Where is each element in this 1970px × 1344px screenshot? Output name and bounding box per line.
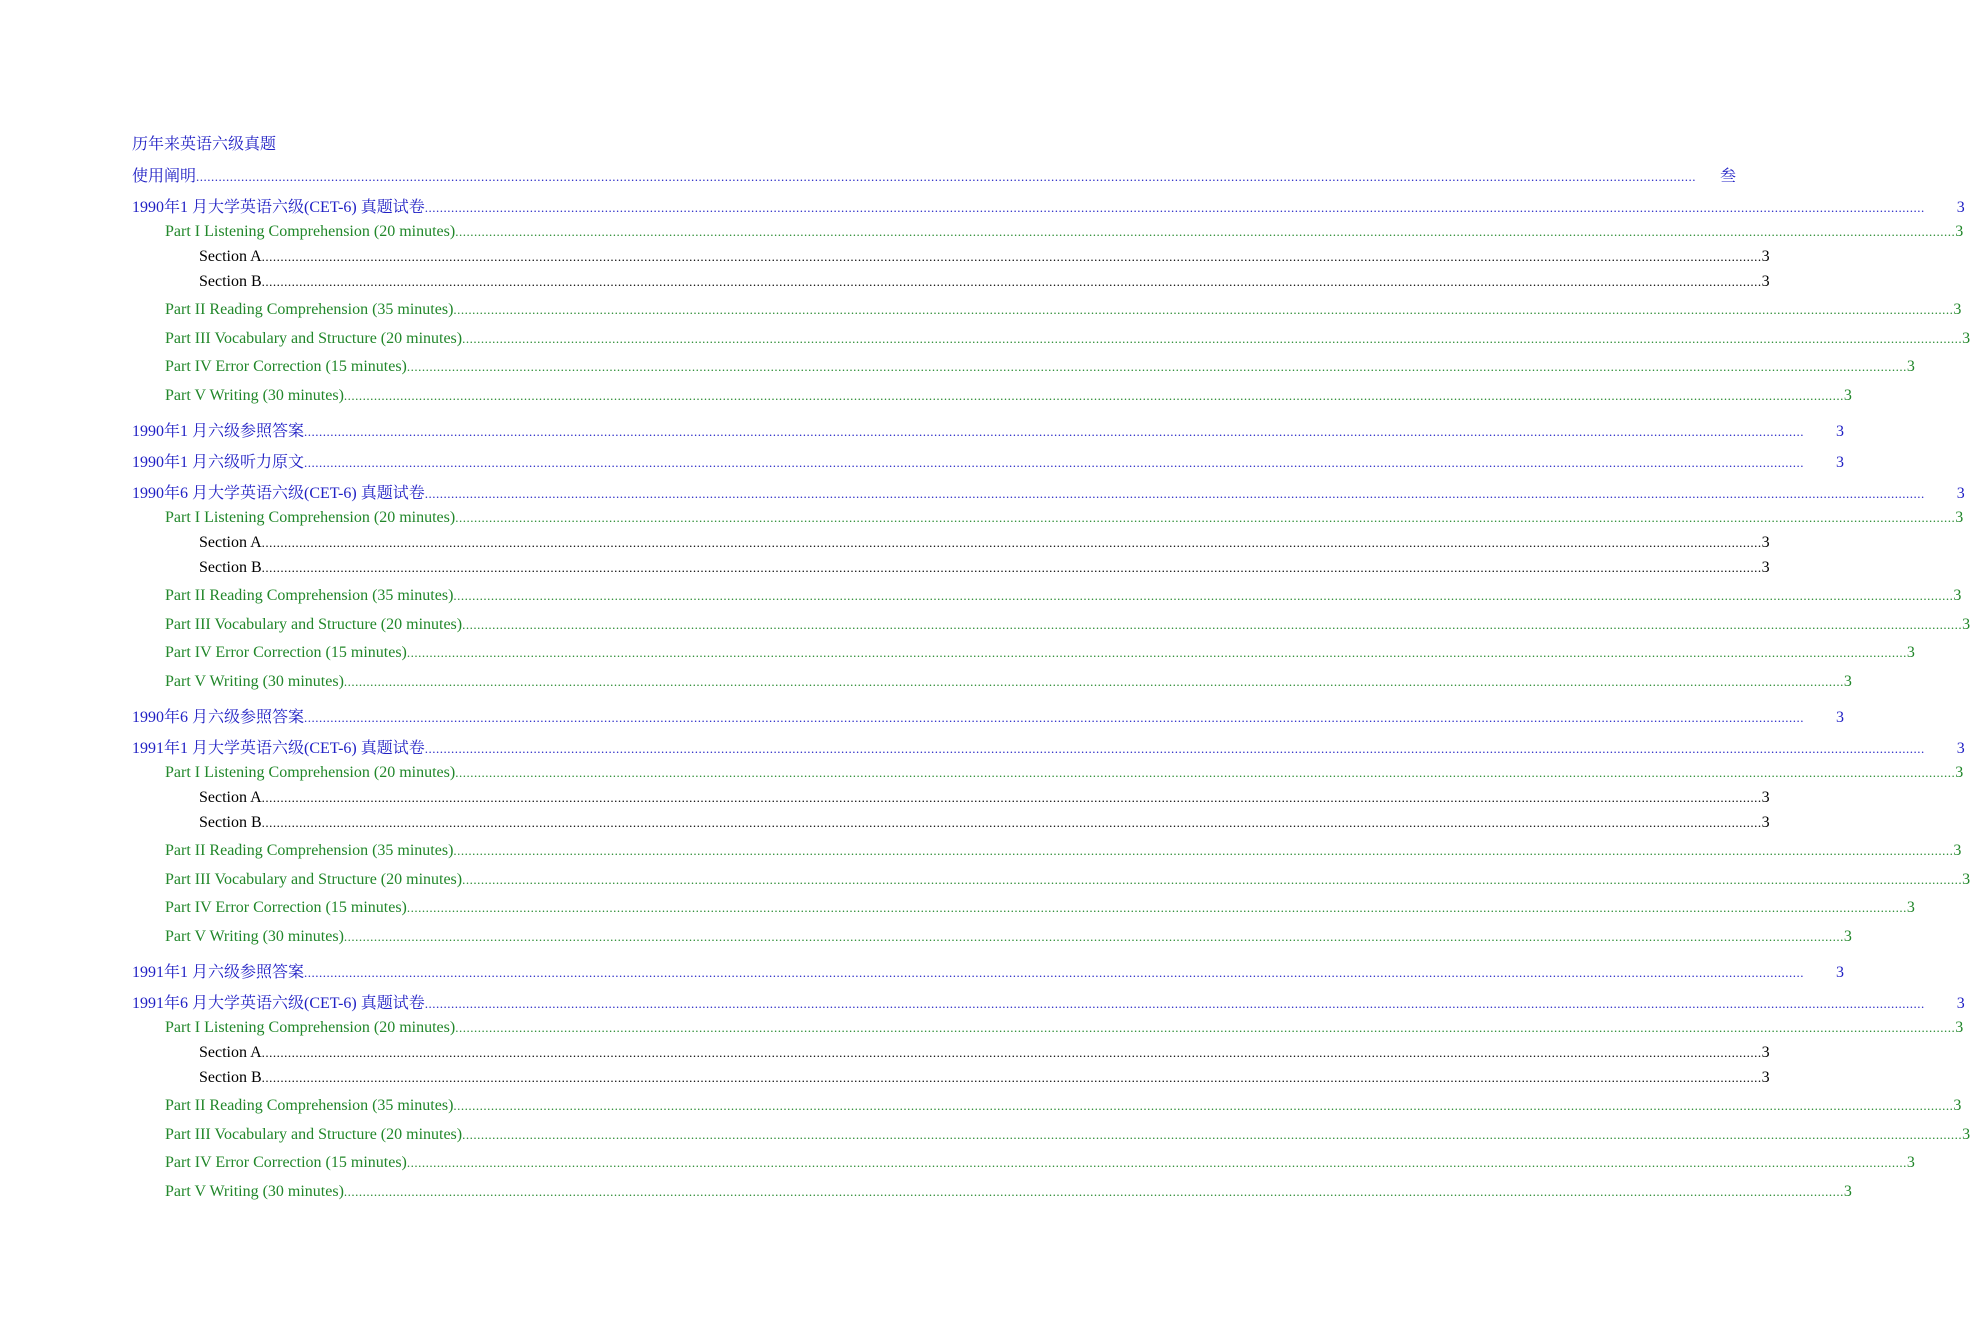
toc-entry-level-3[interactable] [199,248,1770,270]
toc-entry-page-number: 3 [1906,1154,1915,1171]
toc-entry-label: 1990年1 月大学英语六级(CET-6) 真题试卷 [132,199,425,216]
toc-entry-level-2[interactable] [165,587,1962,609]
toc-entry-level-2[interactable] [165,616,1970,638]
toc-entry-level-1[interactable] [132,704,1845,726]
toc-entry-level-3[interactable] [199,273,1770,295]
toc-entry-label: Part IV Error Correction (15 minutes) [165,358,407,375]
toc-entry-page-number: 3 [1761,1044,1770,1061]
dot-leader: ................................................................................................................................................................................................................................................................................................................................................................................................................ [261,790,1762,805]
toc-entry-level-3[interactable] [199,534,1770,556]
toc-entry-level-2[interactable] [165,387,1852,409]
toc-entry-page-number: 3 [1761,1069,1770,1086]
toc-entry-level-1[interactable] [132,735,1965,757]
toc-entry-label: Section A [199,789,262,806]
toc-entry-page-number: 3 [1956,485,1965,502]
toc-entry-label: Part V Writing (30 minutes) [165,1183,344,1200]
dot-leader: ................................................................................................................................................................................................................................................................................................................................................................................................................ [462,1127,1963,1142]
toc-entry-page-number: 3 [1955,223,1964,240]
toc-entry-label: Section B [199,1069,262,1086]
toc-entry-level-2[interactable] [165,928,1852,950]
dot-leader: ................................................................................................................................................................................................................................................................................................................................................................................................................ [424,200,1925,215]
dot-leader: ................................................................................................................................................................................................................................................................................................................................................................................................................ [343,929,1844,944]
toc-entry-label: Part II Reading Comprehension (35 minutes) [165,1097,454,1114]
toc-entry-page-number: 3 [1953,1097,1962,1114]
dot-leader: ................................................................................................................................................................................................................................................................................................................................................................................................................ [304,965,1805,980]
dot-leader: ................................................................................................................................................................................................................................................................................................................................................................................................................ [261,560,1762,575]
toc-entry-level-2[interactable] [165,358,1915,380]
toc-entry-page-number: 3 [1836,709,1845,726]
toc-entry-label: Part V Writing (30 minutes) [165,673,344,690]
toc-entry-level-2[interactable] [165,1019,1964,1041]
toc-entry-page-number: 3 [1836,454,1845,471]
dot-leader: ................................................................................................................................................................................................................................................................................................................................................................................................................ [462,872,1963,887]
toc-entry-level-1[interactable] [132,990,1965,1012]
toc-entry-page-number: 3 [1962,871,1970,888]
dot-leader: ................................................................................................................................................................................................................................................................................................................................................................................................................ [304,455,1805,470]
dot-leader: ................................................................................................................................................................................................................................................................................................................................................................................................................ [343,388,1844,403]
toc-entry-level-2[interactable] [165,301,1962,323]
toc-entry-page-number: 3 [1761,273,1770,290]
toc-entry-label: 1991年1 月六级参照答案 [132,964,305,981]
toc-entry-page-number: 3 [1843,1183,1852,1200]
toc-entry-level-2[interactable] [165,1183,1852,1205]
toc-entry-page-number: 3 [1906,644,1915,661]
toc-entry-level-1[interactable] [132,163,1737,185]
toc-entry-page-number: 3 [1955,509,1964,526]
toc-entry-level-2[interactable] [165,330,1970,352]
toc-entry-label: Section A [199,1044,262,1061]
toc-entry-page-number: 3 [1962,1126,1970,1143]
dot-leader: ................................................................................................................................................................................................................................................................................................................................................................................................................ [304,710,1805,725]
toc-entry-level-2[interactable] [165,1154,1915,1176]
toc-entry-level-1[interactable] [132,480,1965,502]
toc-entry-label: Part III Vocabulary and Structure (20 minutes) [165,1126,463,1143]
toc-entry-page-number: 3 [1906,899,1915,916]
dot-leader: ................................................................................................................................................................................................................................................................................................................................................................................................................ [424,486,1925,501]
toc-entry-page-number: 3 [1953,842,1962,859]
toc-entry-page-number: 3 [1843,387,1852,404]
toc-entry-label: 1990年1 月六级参照答案 [132,423,305,440]
toc-entry-label: 1990年6 月六级参照答案 [132,709,305,726]
toc-entry-page-number: 3 [1962,616,1970,633]
toc-entry-level-2[interactable] [165,764,1964,786]
toc-entry-page-number: 3 [1956,199,1965,216]
toc-entry-level-1[interactable] [132,959,1845,981]
toc-entry-page-number: 3 [1906,358,1915,375]
toc-entry-level-3[interactable] [199,1069,1770,1091]
dot-leader: ................................................................................................................................................................................................................................................................................................................................................................................................................ [424,741,1925,756]
toc-entry-page-number: 3 [1761,814,1770,831]
dot-leader: ................................................................................................................................................................................................................................................................................................................................................................................................................ [261,535,1762,550]
toc-entry-label: 1991年1 月大学英语六级(CET-6) 真题试卷 [132,740,425,757]
dot-leader: ................................................................................................................................................................................................................................................................................................................................................................................................................ [462,331,1963,346]
toc-entry-page-number: 3 [1955,1019,1964,1036]
dot-leader: ................................................................................................................................................................................................................................................................................................................................................................................................................ [196,169,1697,184]
toc-entry-level-2[interactable] [165,673,1852,695]
toc-entry-level-2[interactable] [165,1097,1962,1119]
toc-entry-label: Section B [199,814,262,831]
toc-entry-level-3[interactable] [199,789,1770,811]
toc-entry-level-2[interactable] [165,223,1964,245]
toc-entry-page-number: 3 [1953,587,1962,604]
toc-entry-page-number: 3 [1843,673,1852,690]
dot-leader: ................................................................................................................................................................................................................................................................................................................................................................................................................ [453,843,1954,858]
toc-entry-level-2[interactable] [165,842,1962,864]
toc-entry-level-2[interactable] [165,871,1970,893]
toc-entry-level-1[interactable] [132,418,1845,440]
toc-entry-page-number: 3 [1761,559,1770,576]
toc-entry-page-number: 3 [1761,248,1770,265]
dot-leader: ................................................................................................................................................................................................................................................................................................................................................................................................................ [455,510,1956,525]
dot-leader: ................................................................................................................................................................................................................................................................................................................................................................................................................ [261,815,1762,830]
toc-entry-level-2[interactable] [165,509,1964,531]
toc-entry-page-number: 3 [1843,928,1852,945]
toc-entry-page-number: 叁 [1720,168,1737,185]
toc-entry-label: Part I Listening Comprehension (20 minutes) [165,764,456,781]
toc-entry-level-1[interactable] [132,194,1965,216]
dot-leader: ................................................................................................................................................................................................................................................................................................................................................................................................................ [406,900,1907,915]
toc-entry-page-number: 3 [1836,964,1845,981]
toc-entry-page-number: 3 [1761,789,1770,806]
toc-entry-page-number: 3 [1836,423,1845,440]
dot-leader: ................................................................................................................................................................................................................................................................................................................................................................................................................ [406,645,1907,660]
toc-entry-level-3[interactable] [199,1044,1770,1066]
toc-entry-label: Section A [199,248,262,265]
toc-entry-label: 使用阐明 [132,168,197,185]
toc-entry-label: Part II Reading Comprehension (35 minutes) [165,842,454,859]
dot-leader: ................................................................................................................................................................................................................................................................................................................................................................................................................ [453,1098,1954,1113]
toc-entry-page-number: 3 [1962,330,1970,347]
toc-entry-label: 1991年6 月大学英语六级(CET-6) 真题试卷 [132,995,425,1012]
toc-entry-page-number: 3 [1955,764,1964,781]
dot-leader: ................................................................................................................................................................................................................................................................................................................................................................................................................ [261,1070,1762,1085]
dot-leader: ................................................................................................................................................................................................................................................................................................................................................................................................................ [261,249,1762,264]
dot-leader: ................................................................................................................................................................................................................................................................................................................................................................................................................ [462,617,1963,632]
dot-leader: ................................................................................................................................................................................................................................................................................................................................................................................................................ [261,274,1762,289]
dot-leader: ................................................................................................................................................................................................................................................................................................................................................................................................................ [453,302,1954,317]
dot-leader: ................................................................................................................................................................................................................................................................................................................................................................................................................ [455,224,1956,239]
dot-leader: ................................................................................................................................................................................................................................................................................................................................................................................................................ [424,996,1925,1011]
toc-entry-level-1[interactable] [132,449,1845,471]
dot-leader: ................................................................................................................................................................................................................................................................................................................................................................................................................ [406,1155,1907,1170]
dot-leader: ................................................................................................................................................................................................................................................................................................................................................................................................................ [455,765,1956,780]
toc-entry-label: Part I Listening Comprehension (20 minutes) [165,509,456,526]
toc-entry-label: Part V Writing (30 minutes) [165,928,344,945]
toc-entry-page-number: 3 [1956,995,1965,1012]
toc-title: 历年来英语六级真题 [132,136,277,153]
dot-leader: ................................................................................................................................................................................................................................................................................................................................................................................................................ [343,1184,1844,1199]
toc-entry-label: Part II Reading Comprehension (35 minutes) [165,301,454,318]
dot-leader: ................................................................................................................................................................................................................................................................................................................................................................................................................ [453,588,1954,603]
dot-leader: ................................................................................................................................................................................................................................................................................................................................................................................................................ [343,674,1844,689]
toc-entry-label: Part I Listening Comprehension (20 minutes) [165,223,456,240]
toc-entry-label: Part III Vocabulary and Structure (20 minutes) [165,616,463,633]
toc-entry-page-number: 3 [1761,534,1770,551]
dot-leader: ................................................................................................................................................................................................................................................................................................................................................................................................................ [406,359,1907,374]
toc-entry-label: Part I Listening Comprehension (20 minutes) [165,1019,456,1036]
toc-entry-label: Part III Vocabulary and Structure (20 minutes) [165,330,463,347]
toc-entry-label: Section B [199,559,262,576]
toc-entry-label: Section A [199,534,262,551]
toc-entry-label: Part IV Error Correction (15 minutes) [165,1154,407,1171]
dot-leader: ................................................................................................................................................................................................................................................................................................................................................................................................................ [304,424,1805,439]
toc-entry-level-2[interactable] [165,644,1915,666]
toc-entry-level-2[interactable] [165,899,1915,921]
toc-entry-label: Section B [199,273,262,290]
toc-entry-level-3[interactable] [199,814,1770,836]
toc-entry-label: 1990年1 月六级听力原文 [132,454,305,471]
dot-leader: ................................................................................................................................................................................................................................................................................................................................................................................................................ [261,1045,1762,1060]
toc-entry-label: Part V Writing (30 minutes) [165,387,344,404]
toc-entry-label: 1990年6 月大学英语六级(CET-6) 真题试卷 [132,485,425,502]
toc-entry-label: Part III Vocabulary and Structure (20 minutes) [165,871,463,888]
toc-entry-level-2[interactable] [165,1126,1970,1148]
toc-entry-label: Part IV Error Correction (15 minutes) [165,644,407,661]
toc-entry-level-3[interactable] [199,559,1770,581]
toc-entry-label: Part IV Error Correction (15 minutes) [165,899,407,916]
toc-entry-label: Part II Reading Comprehension (35 minutes) [165,587,454,604]
toc-entry-page-number: 3 [1956,740,1965,757]
toc-entry-page-number: 3 [1953,301,1962,318]
dot-leader: ................................................................................................................................................................................................................................................................................................................................................................................................................ [455,1020,1956,1035]
